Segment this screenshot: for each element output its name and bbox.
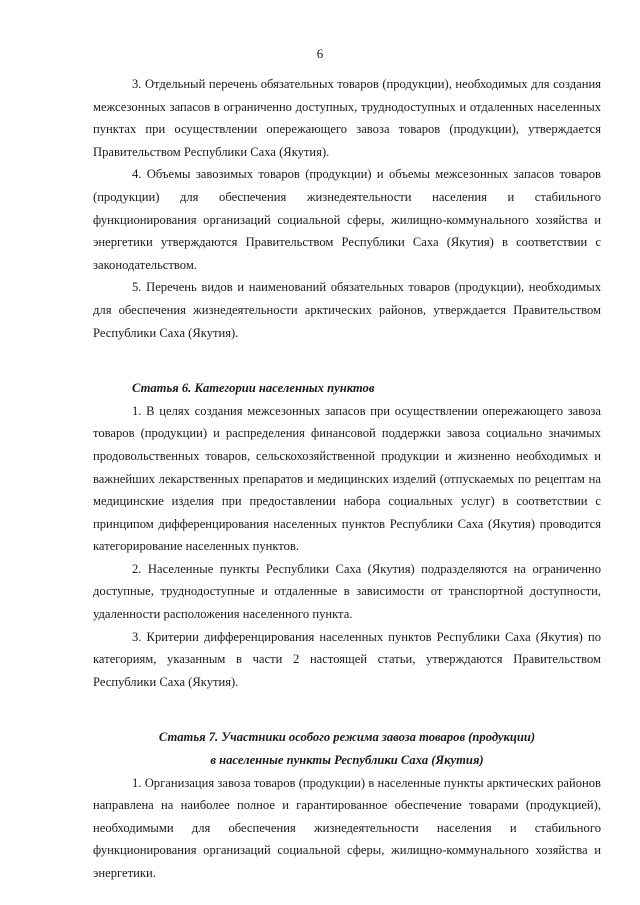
article-7-title-line-1: Статья 7. Участники особого режима завоза товаров (продукции) [158,730,536,745]
paragraph-4-top: 4. Объемы завозимых товаров (продукции) и объемы межсезонных запасов товаров (продукции) для обеспечения жизнедеятельности населения и стабильного функционирования организаций социальной сферы, жилищно-коммунального хозяйства и энергетики утверждаются Правительством Республики Саха (Якутия) в соответствии с законодательством. [93,167,601,272]
article-6-paragraph-3: 3. Критерии дифференцирования населенных пунктов Республики Саха (Якутия) по категориям, указанным в части 2 настоящей статьи, утверждаются Правительством Республики Саха (Якутия). [93,629,601,689]
article-6-paragraph-1: 1. В целях создания межсезонных запасов при осуществлении опережающего завоза товаров (продукции) и распределения финансовой поддержки завоза социально значимых продовольственных товаров, сельскохозяйственной продукции и жизненно необходимых и важнейших лекарственных препаратов и медицинских изделий (отпускаемых по рецептам на медицинские изделия при предоставлении набора социальных услуг) в соответствии с принципом дифференцирования населенных пунктов Республики Саха (Якутия) проводится категорирование населенных пунктов. [93,403,601,554]
paragraph-5-top: 5. Перечень видов и наименований обязательных товаров (продукции), необходимых для обеспечения жизнедеятельности арктических районов, утверждается Правительством Республики Саха (Якутия). [93,280,601,340]
article-6-title: Статья 6. Категории населенных пунктов [132,381,375,396]
article-7-title [93,726,601,771]
paragraph-3-top: 3. Отдельный перечень обязательных товаров (продукции), необходимых для создания межсезонных запасов в ограниченно доступных, труднодоступных и отдаленных населенных пунктах при осуществлении опережающего завоза товаров (продукции), утверждается Правительством Республики Саха (Якутия). [93,77,601,159]
article-7-paragraph-1: 1. Организация завоза товаров (продукции) в населенные пункты арктических районов направлена на наиболее полное и гарантированное обеспечение товарами (продукцией), необходимыми для обеспечения жизнедеятельности населения и стабильного функционирования организаций социальной сферы, жилищно-коммунального хозяйства и энергетики. [93,775,601,880]
page-number: 6 [316,46,324,61]
article-7-title-line-2: в населенные пункты Республики Саха (Якутия) [210,753,484,768]
document-body [93,73,601,885]
article-6-paragraph-2: 2. Населенные пункты Республики Саха (Якутия) подразделяются на ограниченно доступные, труднодоступные и отдаленные в зависимости от транспортной доступности, удаленности расположения населенного пункта. [93,561,601,622]
